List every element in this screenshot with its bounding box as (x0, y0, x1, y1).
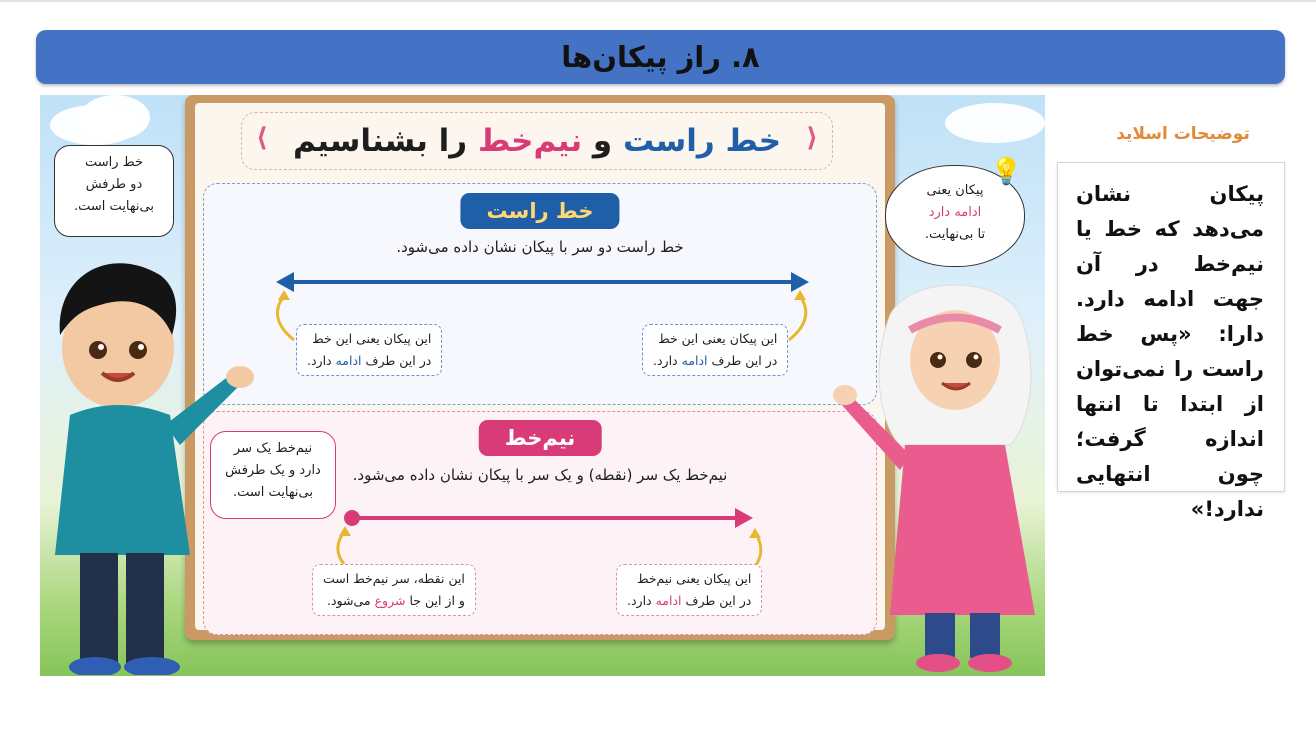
callout-text: دارد. (627, 593, 652, 608)
bubble-line-highlight: ادامه دارد (928, 205, 982, 220)
ray-description: نیم‌خط یک سر (نقطه) و یک سر با پیکان نشان داده می‌شود. (352, 466, 728, 484)
bubble-line: پیکان یعنی (926, 183, 984, 198)
notes-body: پیکان نشان می‌دهد که خط یا نیم‌خط در آن جهت ادامه دارد. دارا: «پس خط راست را نمی‌توان از ابتدا تا انتها اندازه گرفت؛ چون انتهایی ندارد!» (1076, 182, 1264, 521)
callout-text: در این طرف (365, 353, 432, 368)
callout-highlight: ادامه (681, 353, 708, 368)
callout-line: این نقطه، سر نیم‌خط است (323, 571, 465, 586)
callout-highlight: ادامه (655, 593, 682, 608)
hint-arrow-point-head-icon (339, 526, 351, 536)
hint-arrow-left-icon (277, 296, 294, 340)
callout-text: دارد. (653, 353, 678, 368)
callout-line: این پیکان یعنی نیم‌خط (636, 571, 752, 586)
straight-line-description: خط راست دو سر با پیکان نشان داده می‌شود. (396, 238, 684, 256)
boy-speech-bubble-top (54, 145, 174, 237)
board-heading: خط راست و نیم‌خط را بشناسیم (292, 123, 782, 159)
top-divider (0, 0, 1316, 2)
bubble-line: تا بی‌نهایت. (924, 227, 986, 242)
cloud (80, 95, 150, 140)
callout-highlight: ادامه (335, 353, 362, 368)
boy-speech-bubble-bottom (210, 431, 336, 519)
callout-left-arrow (296, 324, 442, 376)
callout-line (323, 590, 465, 612)
bubble-line: دو طرفش (85, 177, 143, 192)
callout-line (653, 350, 777, 372)
straight-line-section (203, 183, 877, 405)
board-surface (195, 103, 885, 630)
spark-left-icon: ⟨ (256, 123, 268, 153)
callout-highlight: شروع (374, 593, 406, 608)
callout-text: و از این جا (409, 593, 465, 608)
bubble-line: بی‌نهایت است. (233, 485, 313, 500)
notes-title: توضیحات اسلاید (1116, 124, 1250, 144)
slide-title-bar (36, 30, 1285, 84)
hint-arrow-point-icon (338, 532, 344, 564)
callout-right-arrow (642, 324, 788, 376)
lightbulb-icon: 💡 (990, 157, 1023, 187)
callout-text: می‌شود. (327, 593, 371, 608)
callout-line (307, 350, 431, 372)
hint-arrow-ray-head-icon (749, 528, 761, 538)
hint-arrow-right-icon (789, 296, 806, 340)
ray-arrowhead-icon (735, 508, 753, 528)
chalkboard (185, 95, 895, 640)
callout-text: در این طرف (685, 593, 752, 608)
callout-ray-point (312, 564, 476, 616)
slide-illustration (40, 95, 1045, 676)
callout-text: در این طرف (711, 353, 778, 368)
straight-line-label: خط راست (460, 193, 619, 229)
callout-text: دارد. (307, 353, 332, 368)
callout-ray-arrow (616, 564, 762, 616)
hint-arrow-right-head-icon (794, 290, 806, 300)
callout-line: این پیکان یعنی این خط (658, 331, 778, 346)
spark-right-icon: ⟩ (806, 123, 818, 153)
hint-arrow-left-head-icon (278, 290, 290, 300)
heading-box (241, 112, 833, 170)
bubble-line: نیم‌خط یک سر (233, 441, 313, 456)
left-arrowhead-icon (276, 272, 294, 292)
ray-label: نیم‌خط (479, 420, 602, 456)
slide-title: ۸. راز پیکان‌ها (561, 40, 760, 74)
bubble-line: خط راست (84, 155, 144, 170)
bubble-line: بی‌نهایت است. (74, 199, 154, 214)
cloud (945, 103, 1045, 143)
notes-panel (1057, 162, 1285, 521)
girl-character (830, 275, 1045, 675)
callout-line: این پیکان یعنی این خط (312, 331, 432, 346)
right-arrowhead-icon (791, 272, 809, 292)
bubble-line: دارد و یک طرفش (225, 463, 321, 478)
callout-line (627, 590, 751, 612)
